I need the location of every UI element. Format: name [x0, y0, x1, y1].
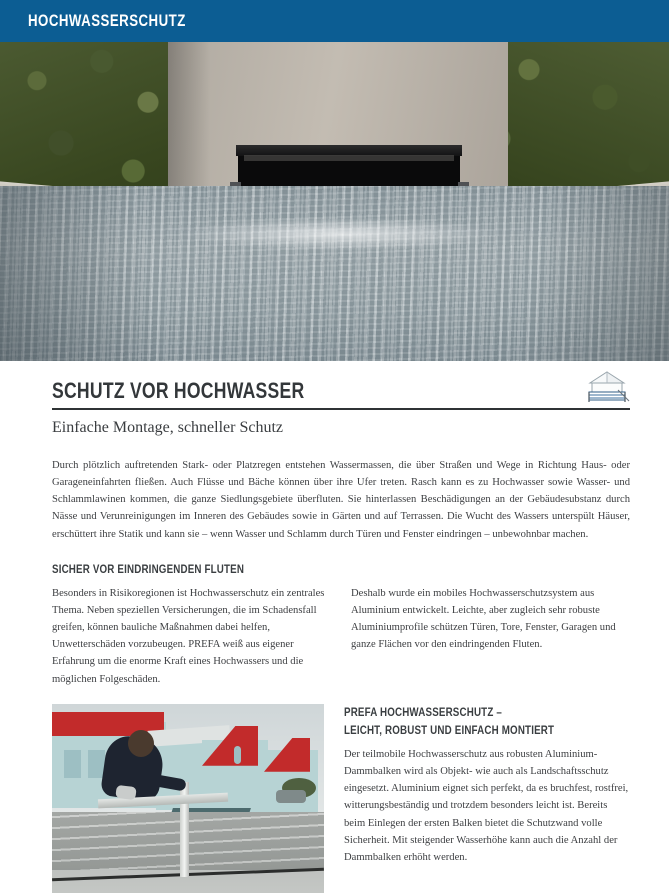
water-shadow-left	[0, 186, 190, 361]
section-heading-prefa-line2: LEICHT, ROBUST UND EINFACH MONTIERT	[344, 725, 555, 738]
water-shadow-right	[499, 186, 669, 361]
lower-text-column	[344, 704, 630, 866]
section-heading-flood: SICHER VOR EINDRINGENDEN FLUTEN	[52, 563, 245, 576]
window	[64, 750, 81, 778]
worker-head	[128, 730, 154, 757]
two-column-text	[52, 585, 630, 688]
section-heading-prefa	[344, 704, 587, 741]
article-lead-paragraph: Durch plötzlich auftretenden Stark- oder Platzregen entstehen Wassermassen, die über Straßen und Wege in Richtung Haus- oder Garageneinfahrten fließen. Auch Flüsse und Bäche können über ihre Ufer treten. Rasch kann es zu Hochwasser sowie Wasser- und Schlammlawinen kommen, die ganze Siedlungsgebiete überfluten. Sie hinterlassen Beschädigungen an der Gebäudesubstanz durch Nässe und Verunreinigungen im Inneren des Gebäudes sowie in Gärten und auf Terrassen. Die Wucht des Wassers unterspült Häuser, erschüttert ihre Statik und kann sie – wenn Wasser und Schlamm durch Türen und Fenster eindringen – unbewohnbar machen.	[52, 460, 630, 540]
section-prefa-body: Der teilmobile Hochwasserschutz aus robusten Aluminium-Dammbalken wird als Objekt- wie auch als Landschaftsschutz eingesetzt. Aluminium eignet sich perfekt, da es bruchfest, rostfrei, witterungsbeständig und trotzdem besonders leicht ist. Bereits beim Einlegen der ersten Balken bietet die Schutzwand volle Sicherheit. Mit steigender Wasserhöhe kann auch die Anzahl der Dammbalken erhöht werden.	[344, 748, 629, 863]
garage-lintel-highlight	[244, 155, 454, 161]
article-title-row	[52, 370, 630, 404]
article-content	[0, 361, 669, 893]
column-left-text: Besonders in Risikoregionen ist Hochwasserschutz ein zentrales Thema. Neben speziellen Versicherungen, die im Schadensfall greifen, können bauliche Maßnahmen dabei helfen, Unwetterschäden vorzubeugen. PREFA weiß aus eigener Erfahrung um die enorme Kraft eines Hochwassers und die möglichen Folgeschäden.	[52, 587, 325, 685]
column-right-text: Deshalb wurde ein mobiles Hochwasserschutzsystem aus Aluminium entwickelt. Leichte, aber zugleich sehr robuste Aluminiumprofile schützen Türen, Tore, Fenster, Garagen und ganze Flächen vor den eindringenden Fluten.	[351, 587, 616, 651]
page-title: SCHUTZ VOR HOCHWASSER	[52, 378, 305, 403]
section-heading-prefa-line1: PREFA HOCHWASSERSCHUTZ –	[344, 706, 502, 719]
banner-title: HOCHWASSERSCHUTZ	[28, 11, 186, 30]
window	[234, 746, 241, 764]
worker-glove	[115, 785, 136, 800]
flood-protection-house-icon	[584, 370, 630, 404]
photo-dam-beam-installation	[52, 704, 324, 893]
lower-section	[52, 704, 630, 893]
hero-photo-flooded-garage	[0, 42, 669, 361]
title-divider	[52, 408, 630, 410]
article-subtitle: Einfache Montage, schneller Schutz	[52, 419, 284, 436]
car	[276, 790, 306, 803]
water-foam	[180, 217, 500, 251]
page-banner	[0, 0, 669, 42]
